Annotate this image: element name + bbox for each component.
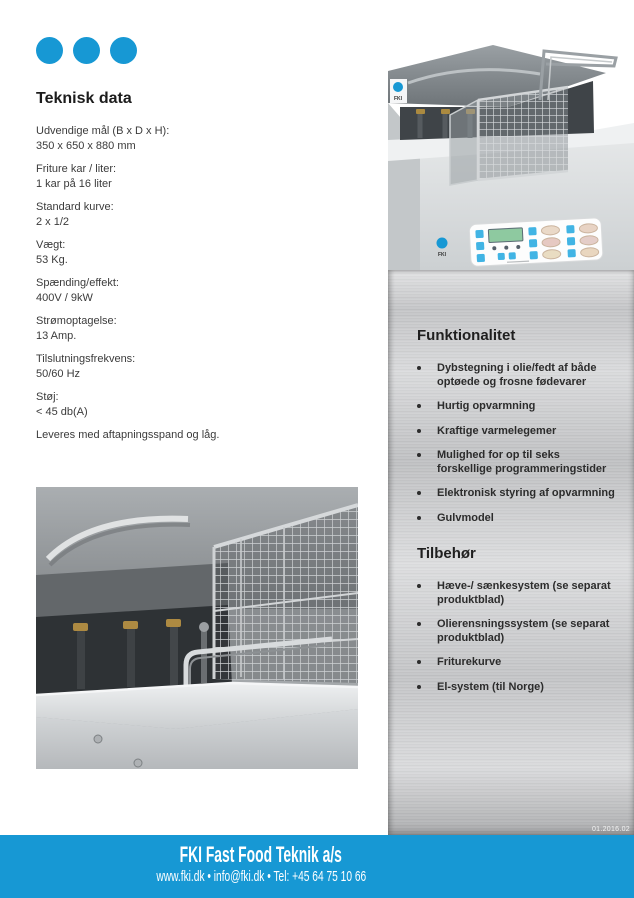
spec-value: 350 x 650 x 880 mm [36, 140, 136, 152]
list-item: Gulvmodel [417, 512, 616, 526]
spec-label: Strømoptagelse: [36, 315, 117, 327]
bullet-icon [417, 400, 437, 414]
spec-label: Standard kurve: [36, 201, 114, 213]
brand-dots [36, 37, 137, 64]
list-item: El-system (til Norge) [417, 681, 616, 695]
bullet-icon [417, 487, 437, 501]
spec-dimensions [36, 124, 336, 154]
technical-data-section [36, 90, 336, 443]
footer-contact-line: www.fki.dk • info@fki.dk • Tel: +45 64 75 10 66 [156, 868, 366, 885]
fryer-closeup-photo [36, 487, 358, 769]
spec-value: 50/60 Hz [36, 368, 81, 380]
list-item: Mulighed for op til seks forskellige programmeringstider [417, 449, 616, 476]
spec-value: 400V / 9kW [36, 292, 93, 304]
footer-content [0, 835, 522, 886]
bullet-icon [417, 512, 437, 526]
bullet-icon [417, 618, 437, 645]
fki-logo [390, 79, 407, 103]
svg-text:FKI: FKI [393, 96, 403, 102]
footer-company-name: FKI Fast Food Teknik a/s [179, 842, 343, 867]
fryer-product-photo [388, 45, 634, 270]
bullet-icon [417, 425, 437, 439]
spec-label: Udvendige mål (B x D x H): [36, 125, 170, 137]
spec-label: Friture kar / liter: [36, 163, 117, 175]
blue-dot-icon [110, 37, 137, 64]
spec-label: Spænding/effekt: [36, 277, 119, 289]
section-title-funktionalitet: Funktionalitet [417, 327, 516, 344]
spec-label: Støj: [36, 391, 59, 403]
feature-panel [388, 270, 634, 835]
footer-bar [0, 835, 634, 898]
spec-weight [36, 238, 336, 268]
spec-value: 2 x 1/2 [36, 216, 70, 228]
bullet-icon [417, 681, 437, 695]
spec-tank [36, 162, 336, 192]
section-title-tilbehor: Tilbehør [417, 545, 476, 562]
spec-value: 13 Amp. [36, 330, 77, 342]
blue-dot-icon [36, 37, 63, 64]
list-item: Dybstegning i olie/fedt af både optøede og frosne fødevarer [417, 362, 616, 389]
blue-dot-icon [73, 37, 100, 64]
fryer-control-panel [469, 218, 603, 267]
spec-voltage [36, 276, 336, 306]
spec-value: 1 kar på 16 liter [36, 178, 112, 190]
bullet-icon [417, 656, 437, 670]
spec-current [36, 314, 336, 344]
spec-noise [36, 390, 336, 420]
bullet-icon [417, 449, 437, 476]
delivery-note: Leveres med aftapningsspand og låg. [36, 429, 220, 441]
spec-value: 53 Kg. [36, 254, 68, 266]
spec-value: < 45 db(A) [36, 406, 88, 418]
list-item: Olierensningssystem (se separat produktblad) [417, 618, 616, 645]
list-item: Elektronisk styring af opvarmning [417, 487, 616, 501]
bullet-icon [417, 580, 437, 607]
list-item: Kraftige varmelegemer [417, 425, 616, 439]
svg-text:FKI: FKI [437, 252, 447, 258]
list-item: Friturekurve [417, 656, 616, 670]
section-title-teknisk-data: Teknisk data [36, 90, 132, 107]
spec-label: Tilslutningsfrekvens: [36, 353, 136, 365]
bullet-icon [417, 362, 437, 389]
version-code: 01.2016.02 [591, 826, 630, 833]
spec-frequency [36, 352, 336, 382]
spec-label: Vægt: [36, 239, 66, 251]
list-item: Hæve-/ sænkesystem (se separat produktblad) [417, 580, 616, 607]
list-item: Hurtig opvarmning [417, 400, 616, 414]
spec-baskets [36, 200, 336, 230]
